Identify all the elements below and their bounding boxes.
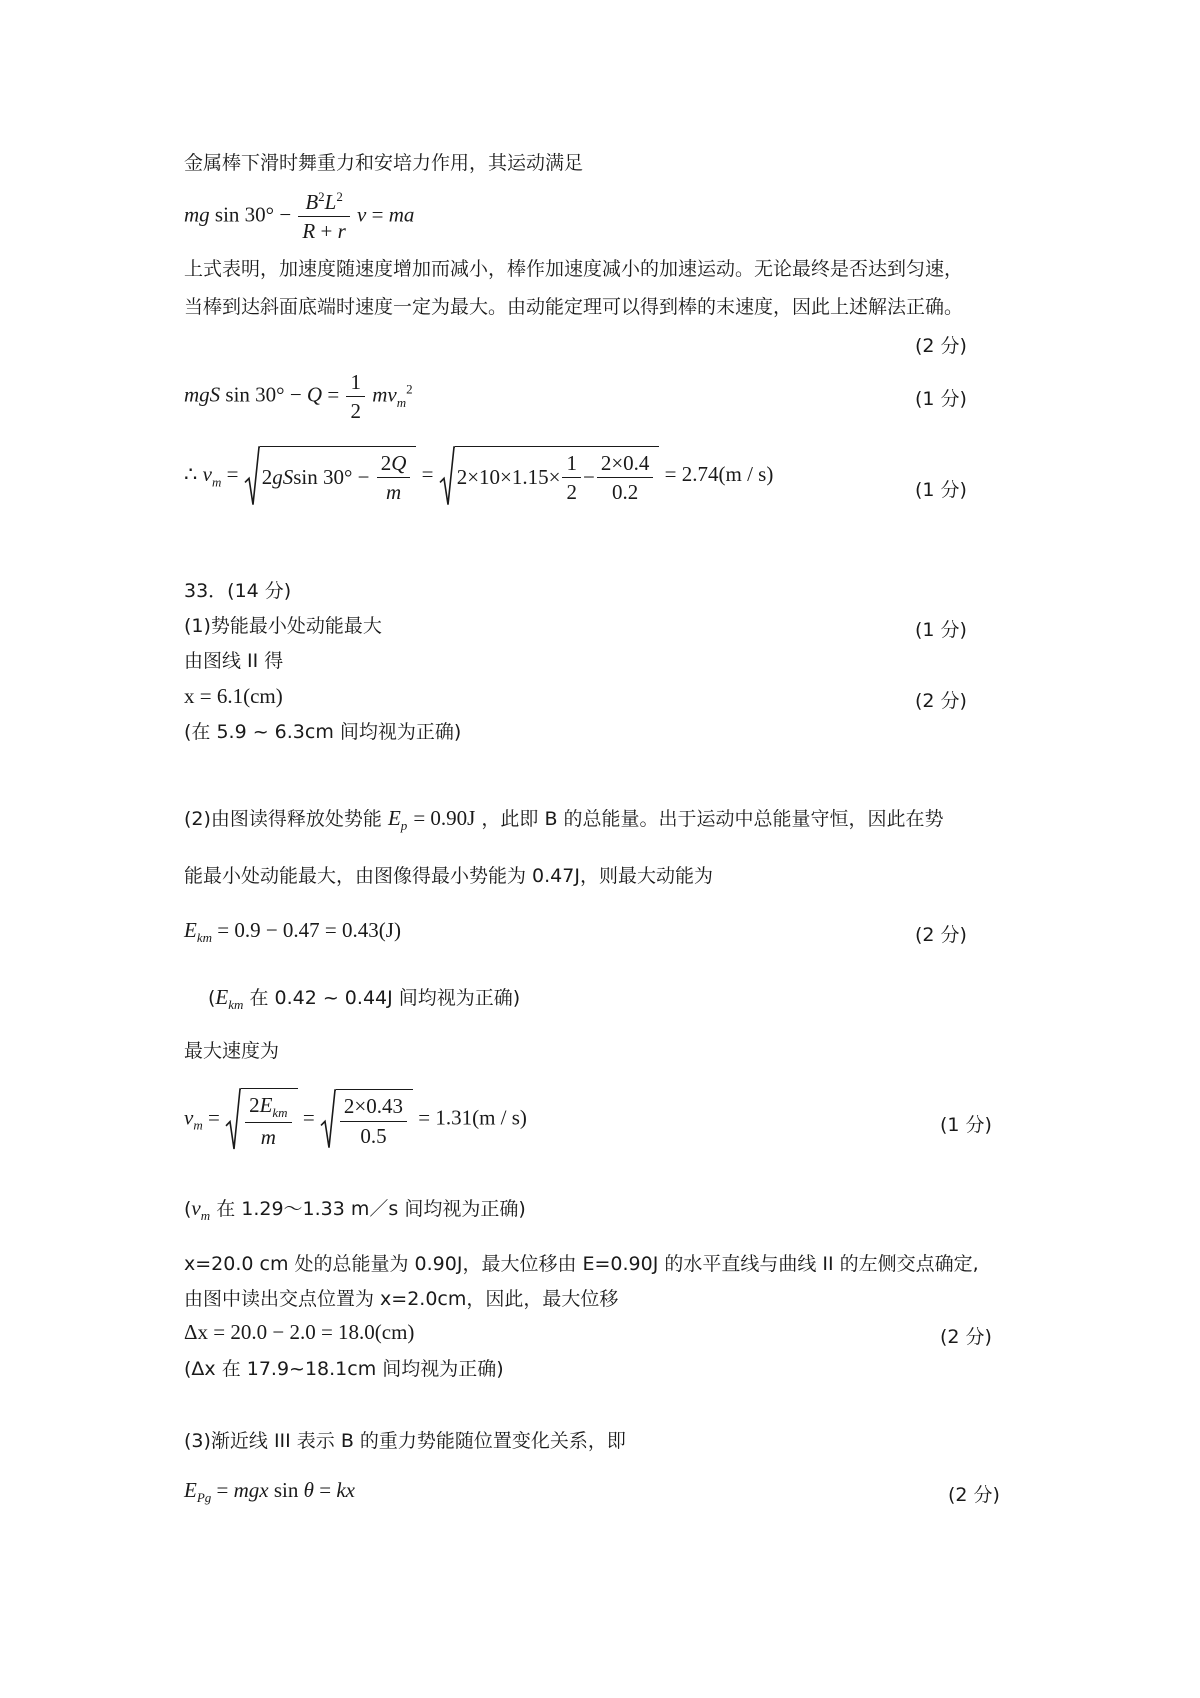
part1-equation: x = 6.1(cm) [184,684,283,708]
score-label: (2 分) [915,924,967,946]
part2-line-a-value: = 0.90J [413,806,476,830]
part3-equation: $E_{Pg}$ = mgx sin θ = kx [184,1478,355,1506]
part2-note-2: ($v_m$ 在 1.29～1.33 m／s 间均视为正确) [184,1196,526,1224]
score-label: (1 分) [915,619,967,641]
explain-line-1: 上式表明，加速度随速度增加而减小，棒作加速度减小的加速运动。无论最终是否达到匀速， [184,258,964,280]
equation-vm: ∴ $v_m$ = 2 gS sin 30° − $\frac{2Q}{m}$ = 2×10×1.15× $\frac{1}{2}$ − $\frac{2\times 0.4}{0.2}$ = 2.74(m / s) [184,446,773,507]
part2-line-a: (2)由图读得释放处势能 $E_p = 0.90J$ ，此即 B 的总能量。出于运动中总能量守恒，因此在势 [184,806,944,834]
score-label: (2 分) [915,335,967,357]
note-open-paren: ( [184,1198,192,1220]
part2-line-b: 能最小处动能最大，由图像得最小势能为 0.47J，则最大动能为 [184,865,713,887]
note-text: 在 1.29～1.33 m／s 间均视为正确) [216,1198,526,1220]
part2-note-3: (Δx 在 17.9~18.1cm 间均视为正确) [184,1358,504,1380]
note-open-paren: ( [208,987,216,1009]
explain-line-2: 当棒到达斜面底端时速度一定为最大。由动能定理可以得到棒的末速度，因此上述解法正确。 [184,296,964,318]
intro-text: 金属棒下滑时舞重力和安培力作用，其运动满足 [184,152,584,174]
part2-line-a-pre: (2)由图读得释放处势能 [184,808,382,830]
score-label: (1 分) [940,1114,992,1136]
part2-line-d2: 由图中读出交点位置为 x=2.0cm，因此，最大位移 [184,1288,619,1310]
question-header: 33．(14 分) [184,580,292,602]
vm2-result: = 1.31(m / s) [418,1105,527,1130]
ekm-calculation: = 0.9 − 0.47 = 0.43(J) [217,918,401,942]
score-label: (1 分) [915,388,967,410]
note-text: 在 0.42 ~ 0.44J 间均视为正确) [249,987,521,1009]
part1-note: (在 5.9 ~ 6.3cm 间均视为正确) [184,721,462,743]
part2-line-d1: x=20.0 cm 处的总能量为 0.90J，最大位移由 E=0.90J 的水平直线与曲线 II 的左侧交点确定, [184,1253,979,1275]
equation-energy: mgS sin 30° − Q = $\frac{1}{2}$ $mv_m^2$ [184,370,413,424]
score-label: (2 分) [915,690,967,712]
vm-result: = 2.74(m / s) [664,462,774,487]
part2-note-1: ($E_{km}$ 在 0.42 ~ 0.44J 间均视为正确) [208,985,521,1013]
score-label: (1 分) [915,479,967,501]
score-label: (2 分) [948,1484,1000,1506]
part1-line-b: 由图线 II 得 [184,650,284,672]
part2-equation-dx: Δx = 20.0 − 2.0 = 18.0(cm) [184,1320,415,1344]
equation-motion: mg sin 30° − $\frac{B^2L^2}{R + r}$ v = ma [184,189,415,244]
part2-equation-ekm: $E_{km} = 0.9 - 0.47 = 0.43(J)$ [184,918,401,946]
part1-line-a: (1)势能最小处动能最大 [184,615,382,637]
score-label: (2 分) [940,1326,992,1348]
part2-equation-vm: $v_m$ = $\frac{2E_{km}}{m}$ = $\frac{2\times 0.43}{0.5}$ = 1.31(m / s) [184,1088,527,1151]
part3-line-a: (3)渐近线 III 表示 B 的重力势能随位置变化关系，即 [184,1430,626,1452]
part2-line-a-post: ，此即 B 的总能量。出于运动中总能量守恒，因此在势 [481,808,944,830]
part2-line-c: 最大速度为 [184,1040,280,1062]
